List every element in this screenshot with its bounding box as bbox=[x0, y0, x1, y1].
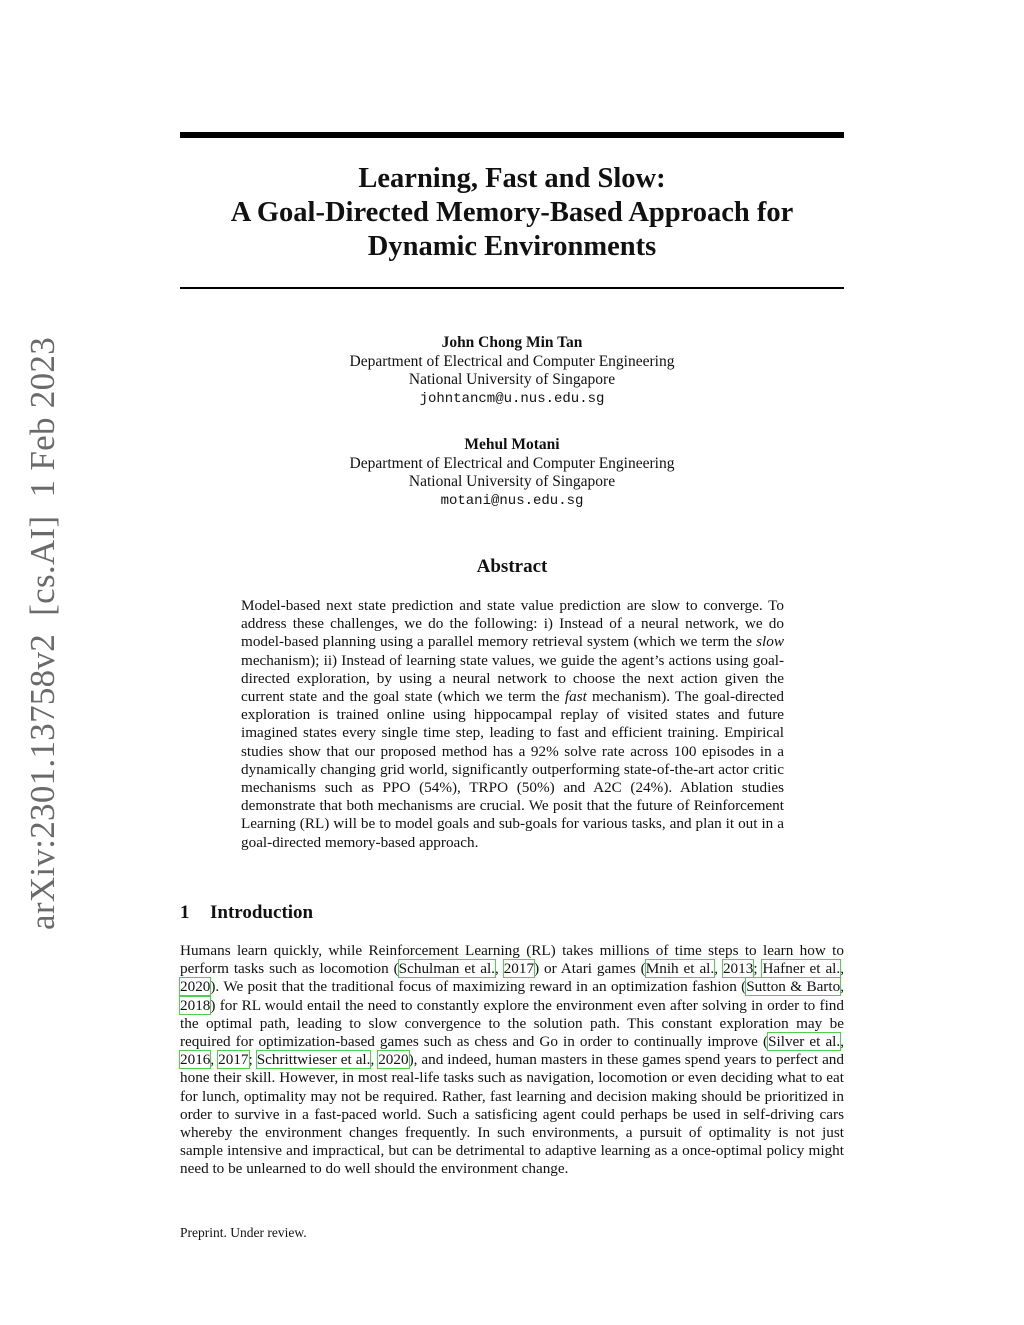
citation-link[interactable]: 2020 bbox=[378, 1051, 409, 1069]
title-top-rule bbox=[180, 132, 844, 138]
citation-link[interactable]: 2016 bbox=[180, 1051, 211, 1069]
author-name: John Chong Min Tan bbox=[441, 334, 583, 351]
intro-text: , bbox=[494, 960, 504, 978]
abstract-text bbox=[241, 597, 784, 852]
introduction-paragraph bbox=[180, 942, 844, 1179]
intro-text: ), and indeed, human masters in these games spend years to perfect and hone their skill. However, in most real-life tasks such as navigation, locomotion or even deciding what to eat for lunch, optimality may not be required. Rather, fast learning and decision making should be prioritized in order to survive in a fast-paced world. Such a satisficing agent could perhaps be used in self-driving cars whereby the environment changes frequently. In such environments, a pursuit of optimality is not just sample intensive and impractical, but can be detrimental to adaptive learning as a once-optimal policy might need to be unlearned to do well should the environment change. bbox=[180, 1051, 844, 1178]
citation-link[interactable]: 2020 bbox=[180, 978, 211, 996]
section-heading-introduction bbox=[180, 902, 313, 924]
abstract-text-part: mechanism); ii) Instead of learning state values, we guide the agent’s actions using goal-directed exploration, by using a neural network to choose the next action given the current state and the goal state (which we term the bbox=[241, 651, 784, 706]
intro-text: , bbox=[840, 960, 844, 978]
author-block-2 bbox=[180, 436, 844, 510]
intro-text: , bbox=[714, 960, 723, 978]
title-line-3: Dynamic Environments bbox=[367, 231, 657, 262]
citation-link[interactable]: Sutton & Barto bbox=[746, 978, 841, 996]
citation-link[interactable]: Silver et al. bbox=[768, 1033, 841, 1051]
author-email[interactable]: motani@nus.edu.sg bbox=[440, 492, 584, 509]
title-bottom-rule bbox=[180, 287, 844, 289]
author-name: Mehul Motani bbox=[464, 436, 560, 453]
citation-link[interactable]: Schrittwieser et al. bbox=[256, 1051, 371, 1069]
abstract-text-part: mechanism). The goal-directed exploration is trained online using hippocampal replay of visited states and future imagined states every single time step, leading to fast and efficient training. Empirical studies show that our proposed method has a 92% solve rate across 100 episodes in a dynamically changing grid world, significantly outperforming state-of-the-art actor critic mechanisms such as PPO (54%), TRPO (50%) and A2C (24%). Ablation studies demonstrate that both mechanisms are crucial. We posit that the future of Reinforcement Learning (RL) will be to model goals and sub-goals for various tasks, and plan it out in a goal-directed memory-based approach. bbox=[241, 688, 784, 851]
intro-text: ). We posit that the traditional focus of maximizing reward in an optimization fashion ( bbox=[210, 978, 747, 996]
author-block-1 bbox=[180, 334, 844, 408]
author-email[interactable]: johntancm@u.nus.edu.sg bbox=[419, 390, 605, 407]
arxiv-identifier-stamp: arXiv:2301.13758v2 [cs.AI] 1 Feb 2023 bbox=[23, 336, 62, 930]
citation-link[interactable]: 2017 bbox=[218, 1051, 249, 1069]
citation-link[interactable]: 2018 bbox=[180, 996, 211, 1014]
intro-text: ) or Atari games ( bbox=[534, 960, 646, 978]
intro-text: ) for RL would entail the need to constantly explore the environment even after solving in order to find the optimal path, leading to slow convergence to the solution path. This constant exploration may be required for optimization-based games such as chess and Go in order to continually improve ( bbox=[180, 996, 844, 1051]
intro-text: , bbox=[840, 978, 844, 996]
abstract-emphasis-fast: fast bbox=[564, 688, 587, 706]
citation-link[interactable]: Mnih et al. bbox=[645, 960, 715, 978]
abstract-text-part: Model-based next state prediction and state value prediction are slow to converge. To address these challenges, we do the following: i) Instead of a neural network, we do model-based planning using a parallel memory retrieval system (which we term the bbox=[241, 597, 784, 651]
citation-link[interactable]: Schulman et al. bbox=[398, 960, 495, 978]
author-institution: National University of Singapore bbox=[408, 371, 616, 388]
preprint-footnote: Preprint. Under review. bbox=[180, 1225, 307, 1240]
author-institution: National University of Singapore bbox=[408, 473, 616, 490]
intro-text: , bbox=[370, 1051, 379, 1069]
abstract-emphasis-slow: slow bbox=[756, 633, 784, 651]
intro-text: ; bbox=[248, 1051, 257, 1069]
citation-link[interactable]: Hafner et al. bbox=[762, 960, 841, 978]
title-line-2: A Goal-Directed Memory-Based Approach for bbox=[230, 197, 794, 228]
intro-text: , bbox=[210, 1051, 219, 1069]
paper-title bbox=[180, 162, 844, 264]
intro-text: , bbox=[840, 1033, 844, 1051]
intro-text: ; bbox=[753, 960, 763, 978]
author-department: Department of Electrical and Computer Engineering bbox=[349, 352, 675, 370]
citation-link[interactable]: 2017 bbox=[503, 960, 535, 978]
section-title: Introduction bbox=[210, 902, 314, 923]
abstract-heading: Abstract bbox=[476, 556, 548, 577]
title-line-1: Learning, Fast and Slow: bbox=[358, 163, 666, 194]
author-department: Department of Electrical and Computer Engineering bbox=[349, 454, 675, 472]
section-number: 1 bbox=[180, 902, 190, 923]
intro-text: Humans learn quickly, while Reinforcement Learning (RL) takes millions of time steps to learn how to perform tasks such as locomotion ( bbox=[180, 942, 844, 978]
citation-link[interactable]: 2013 bbox=[722, 960, 754, 978]
